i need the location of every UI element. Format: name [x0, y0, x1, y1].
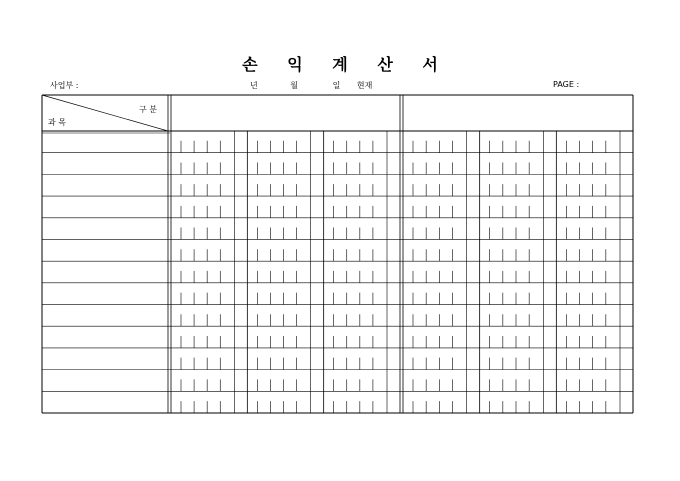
- month-label: 월: [290, 81, 299, 90]
- current-label: 현재: [356, 81, 373, 90]
- year-label: 년: [250, 81, 258, 90]
- title-char: 손: [242, 55, 258, 74]
- category-header-label: 구 분: [139, 105, 157, 114]
- business-unit-label: 사업부 :: [50, 81, 79, 90]
- title-char: 산: [377, 55, 393, 74]
- title-char: 익: [287, 55, 303, 74]
- title-char: 서: [422, 55, 438, 74]
- page-label: PAGE :: [553, 80, 580, 89]
- account-header-label: 과 목: [48, 118, 66, 127]
- day-label: 일: [332, 81, 341, 90]
- title-char: 계: [332, 55, 348, 74]
